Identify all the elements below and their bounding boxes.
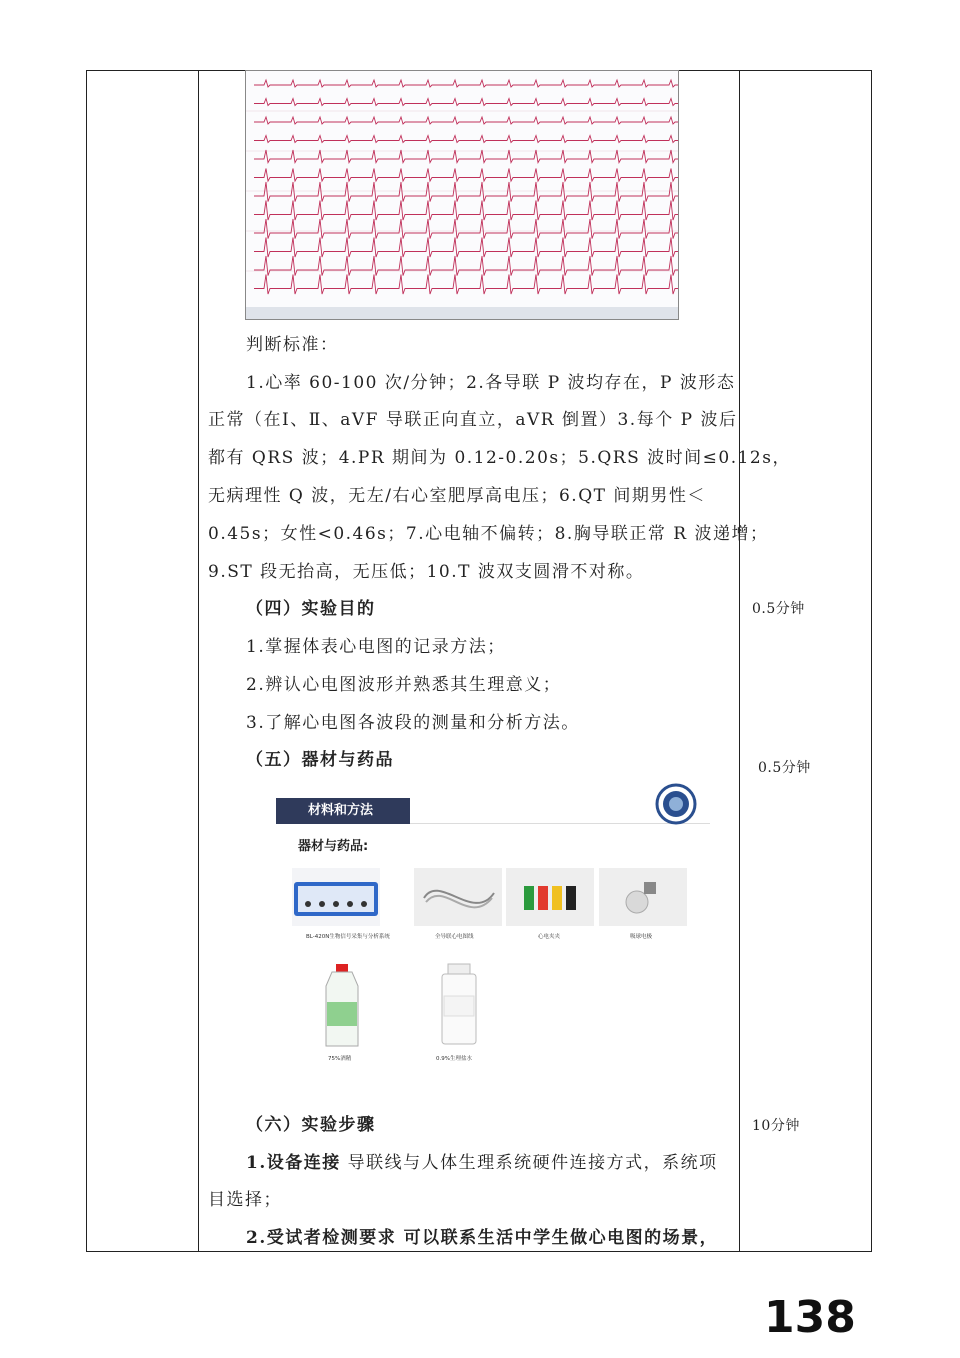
time-allocation: 0.5分钟 [752, 601, 805, 617]
slide-title: 材料和方法 [276, 798, 410, 824]
step-line [246, 1223, 718, 1248]
suction-electrode-image [599, 868, 687, 926]
electrode-clips-image [506, 868, 594, 926]
criteria-line: 无病理性 Q 波，无左/右心室肥厚高电压；6.QT 间期男性＜ [208, 486, 706, 506]
criteria-line: 0.45s；女性<0.46s；7.心电轴不偏转；8.胸导联正常 R 波递增； [208, 524, 769, 544]
ecg-trace [254, 117, 679, 124]
item-caption: 吸球电极 [630, 934, 653, 940]
step-text: 可以联系生活中学生做心电图的场景， [396, 1228, 719, 1248]
criteria-heading: 判断标准： [246, 335, 339, 355]
purpose-item: 3.了解心电图各波段的测量和分析方法。 [246, 713, 580, 733]
step-line: 目选择； [208, 1190, 282, 1210]
criteria-line: 正常（在Ⅰ、Ⅱ、aVF 导联正向直立，aVR 倒置）3.每个 P 波后 [208, 410, 738, 430]
section-heading-purpose: （四）实验目的 [246, 599, 376, 619]
criteria-line: 都有 QRS 波；4.PR 期间为 0.12-0.20s；5.QRS 波时间≤0.12s， [208, 448, 791, 468]
table-column-divider [739, 70, 740, 1252]
ecg-trace [254, 256, 679, 276]
item-caption: 75%酒精 [328, 1056, 352, 1062]
ecg-trace [254, 238, 679, 258]
ecg-trace [254, 99, 679, 106]
ecg-trace [254, 219, 679, 239]
page-number: 138 [764, 1292, 856, 1343]
step-title: 1.设备连接 [246, 1153, 341, 1173]
ecg-trace [254, 80, 679, 87]
item-caption: 心电夹夹 [538, 934, 561, 940]
ecg-lead-cable-image [414, 868, 502, 926]
materials-slide-image [272, 780, 712, 1080]
slide-subtitle: 器材与药品: [298, 839, 369, 854]
ecg-trace [254, 136, 679, 143]
time-allocation: 10分钟 [752, 1118, 800, 1134]
alcohol-bottle-image [312, 962, 372, 1048]
saline-bottle-image [434, 962, 484, 1048]
section-heading-materials: （五）器材与药品 [246, 750, 394, 770]
ecg-trace [254, 150, 679, 163]
ecg-trace [254, 275, 679, 295]
step-title: 2.受试者检测要求 [246, 1228, 397, 1248]
table-column-divider [198, 70, 199, 1252]
ecg-trace [254, 182, 679, 202]
step-text: 导联线与人体生理系统硬件连接方式，系统项 [340, 1153, 718, 1173]
item-caption: BL-420N生物信号采集与分析系统 [306, 934, 390, 940]
item-caption: 0.9%生理盐水 [436, 1056, 472, 1062]
ecg-recording-image [245, 70, 679, 320]
signal-system-image [292, 868, 380, 926]
section-heading-steps: （六）实验步骤 [246, 1115, 376, 1135]
ecg-trace [254, 201, 679, 221]
ecg-trace [254, 169, 679, 182]
criteria-line: 1.心率 60-100 次/分钟；2.各导联 P 波均存在，P 波形态 [246, 373, 736, 393]
university-seal-icon [655, 783, 697, 825]
time-allocation: 0.5分钟 [758, 760, 811, 776]
purpose-item: 2.辨认心电图波形并熟悉其生理意义； [246, 675, 562, 695]
step-line [246, 1148, 718, 1173]
criteria-line: 9.ST 段无抬高，无压低；10.T 波双支圆滑不对称。 [208, 562, 645, 582]
item-caption: 全导联心电图线 [435, 934, 474, 940]
purpose-item: 1.掌握体表心电图的记录方法； [246, 637, 506, 657]
